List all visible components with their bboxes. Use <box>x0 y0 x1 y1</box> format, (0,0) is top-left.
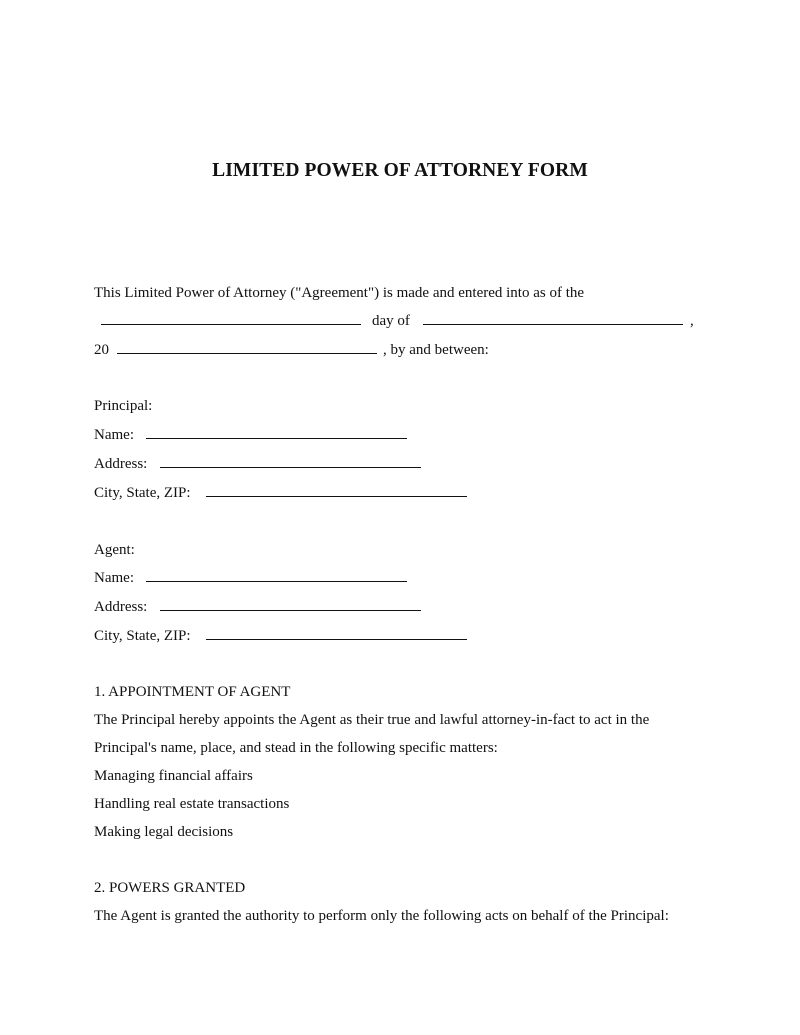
year-blank[interactable] <box>117 353 377 354</box>
principal-name-blank[interactable] <box>146 438 407 439</box>
agent-address-blank[interactable] <box>160 610 421 611</box>
principal-name-label: Name: <box>94 427 134 443</box>
agent-name-blank[interactable] <box>146 581 407 582</box>
agent-city-blank[interactable] <box>206 639 467 640</box>
section1-paragraph-line1: The Principal hereby appoints the Agent as their true and lawful attorney-in-fact to act in the <box>94 712 650 728</box>
by-and-between-text: , by and between: <box>383 342 489 358</box>
agent-city-label: City, State, ZIP: <box>94 628 191 644</box>
day-blank[interactable] <box>101 324 361 325</box>
principal-address-label: Address: <box>94 456 148 472</box>
list-item: Handling real estate transactions <box>94 796 290 812</box>
month-blank[interactable] <box>423 324 683 325</box>
agent-heading: Agent: <box>94 542 135 558</box>
year-prefix: 20 <box>94 342 109 358</box>
intro-text: This Limited Power of Attorney ("Agreement") is made and entered into as of the <box>94 285 585 301</box>
section1-heading: 1. APPOINTMENT OF AGENT <box>94 684 291 700</box>
principal-city-blank[interactable] <box>206 496 467 497</box>
day-of-label: day of <box>372 313 410 329</box>
section2-paragraph-line1: The Agent is granted the authority to perform only the following acts on behalf of the Principal: <box>94 908 669 924</box>
document-title: LIMITED POWER OF ATTORNEY FORM <box>212 160 588 181</box>
section2-heading: 2. POWERS GRANTED <box>94 880 246 896</box>
principal-heading: Principal: <box>94 398 153 414</box>
list-item: Managing financial affairs <box>94 768 253 784</box>
principal-address-blank[interactable] <box>160 467 421 468</box>
comma-text: , <box>690 313 694 329</box>
agent-name-label: Name: <box>94 570 134 586</box>
section1-paragraph-line2: Principal's name, place, and stead in the following specific matters: <box>94 740 498 756</box>
principal-city-label: City, State, ZIP: <box>94 485 191 501</box>
list-item: Making legal decisions <box>94 824 234 840</box>
agent-address-label: Address: <box>94 599 148 615</box>
